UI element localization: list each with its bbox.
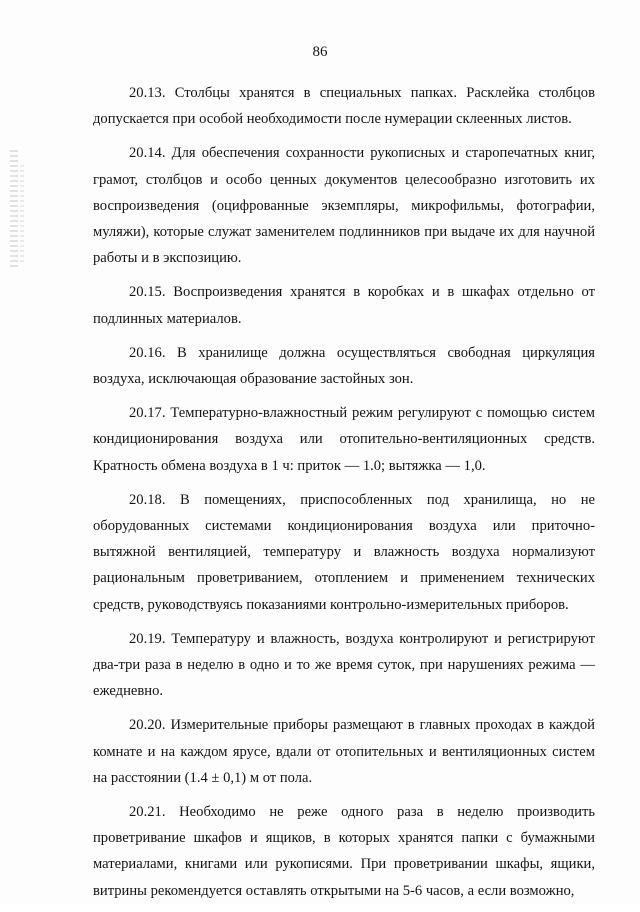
paragraph-text: Для обеспечения сохранности рукописных и старопечатных книг, грамот, столбцов и особо ценных документов целесообразно изготовить их воспроизведения (оцифрованные экземпляры, микрофильмы, фотографии, муляжи), которые служат заменителем подлинников при выдаче их для научной работы и в экспозицию. [93,145,596,267]
paragraph-text: Температурно-влажностный режим регулируют с помощью систем кондиционирования воздуха или отопительно-вентиляционных средств. Кратность обмена воздуха в 1 ч: приток — 1.0; вытяжка — 1,0. [93,405,595,474]
paragraph-20-17 [93,400,595,479]
page-number: 86 [312,44,328,60]
paragraph-number: 20.16. [129,344,166,361]
paragraph-number: 20.18. [129,491,166,508]
paragraph-number: 20.13. [129,85,166,101]
paragraph-20-16 [93,340,595,392]
paragraph-text: Воспроизведения хранятся в коробках и в шкафах отдельно от подлинных материалов. [93,284,595,327]
paragraph-20-14 [93,140,595,271]
paragraph-20-15 [93,279,595,331]
paragraph-text: В хранилище должна осуществляться свободная циркуляция воздуха, исключающая образование застойных зон. [93,344,596,388]
paragraph-20-20 [93,712,595,791]
paragraph-number: 20.17. [129,405,166,422]
paragraph-number: 20.14. [129,145,166,162]
paragraph-number: 20.15. [129,284,166,301]
scan-artifact [20,165,24,265]
document-body [93,80,595,912]
paragraph-text: Столбцы хранятся в специальных папках. Расклейка столбцов допускается при особой необходимости после нумерации склеенных листов. [93,85,595,128]
paragraph-text: В помещениях, приспособленных под хранилища, но не оборудованных системами кондиционирования воздуха или приточно-вытяжной вентиляцией, температуру и влажность воздуха нормализуют рациональным проветриванием, отоплением и применением технических средств, руководствуясь показаниями контрольно-измерительных приборов. [93,491,595,613]
paragraph-text: Необходимо не реже одного раза в неделю производить проветривание шкафов и ящиков, в которых хранятся папки с бумажными материалами, книгами или рукописями. При проветривании шкафы, ящики, витрины рекомендуется оставлять открытыми на 5-6 часов, а если возможно, [93,804,595,899]
paragraph-20-21 [93,799,595,904]
paragraph-number: 20.21. [129,804,166,821]
paragraph-text: Измерительные приборы размещают в главных проходах в каждой комнате и на каждом ярусе, вдали от отопительных и вентиляционных систем на расстоянии (1.4 ± 0,1) м от пола. [93,717,595,786]
paragraph-20-13 [93,80,595,132]
paragraph-text: Температуру и влажность, воздуха контролируют и регистрируют два-три раза в неделю в одно и то же время суток, при нарушениях режима — ежедневно. [93,630,595,700]
paragraph-20-19 [93,626,595,705]
paragraph-20-18 [93,487,595,618]
paragraph-number: 20.20. [129,717,166,734]
paragraph-number: 20.19. [129,630,166,647]
scan-artifact [10,150,18,270]
